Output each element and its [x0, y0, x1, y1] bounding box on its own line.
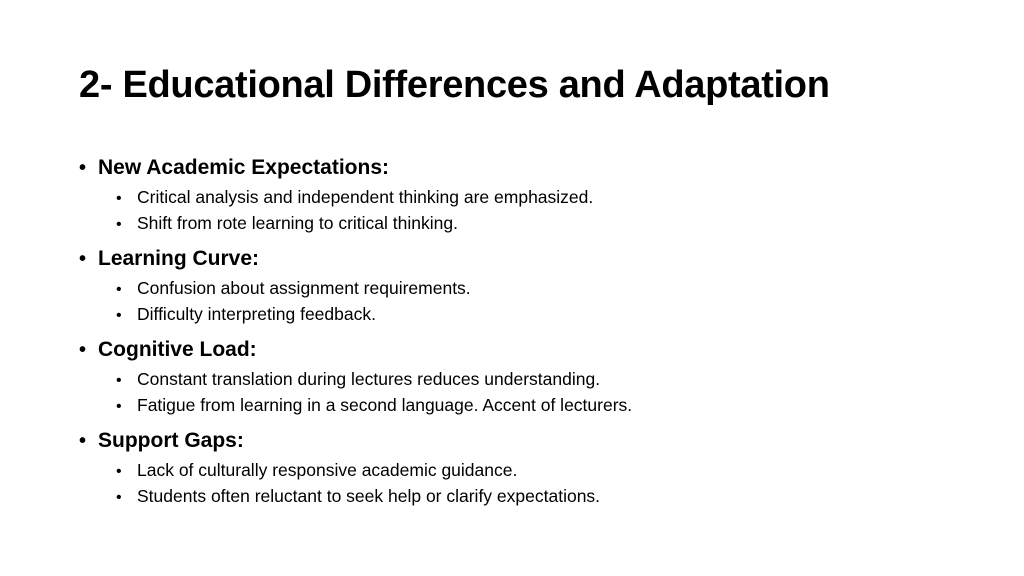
bullet-icon: • [79, 157, 87, 179]
section-heading-row [79, 333, 979, 366]
section-learning-curve [79, 242, 979, 327]
sub-bullet-list [79, 366, 979, 418]
bullet-icon: • [79, 430, 87, 452]
list-item-text: Students often reluctant to seek help or clarify expectations. [137, 486, 601, 506]
sub-bullet-list [79, 275, 979, 327]
sub-bullet-icon: • [116, 216, 122, 233]
list-item-text: Fatigue from learning in a second language. Accent of lecturers. [137, 395, 633, 415]
section-heading: New Academic Expectations: [98, 156, 389, 179]
section-support-gaps [79, 424, 979, 509]
bullet-icon: • [79, 248, 87, 270]
list-item [79, 392, 979, 418]
section-heading-row [79, 151, 979, 184]
list-item-text: Lack of culturally responsive academic guidance. [137, 460, 518, 480]
section-heading: Cognitive Load: [98, 338, 257, 361]
sub-bullet-icon: • [116, 307, 122, 324]
sub-bullet-icon: • [116, 281, 122, 298]
list-item-text: Critical analysis and independent thinking are emphasized. [137, 187, 594, 207]
section-heading: Support Gaps: [98, 429, 244, 452]
list-item [79, 210, 979, 236]
bullet-list [79, 151, 979, 515]
list-item [79, 483, 979, 509]
sub-bullet-list [79, 457, 979, 509]
list-item [79, 184, 979, 210]
list-item-text: Shift from rote learning to critical thinking. [137, 213, 458, 233]
sub-bullet-icon: • [116, 372, 122, 389]
slide-title: 2- Educational Differences and Adaptation [79, 64, 830, 106]
sub-bullet-icon: • [116, 463, 122, 480]
section-heading: Learning Curve: [98, 247, 260, 270]
sub-bullet-icon: • [116, 190, 122, 207]
section-new-academic-expectations [79, 151, 979, 236]
sub-bullet-icon: • [116, 489, 122, 506]
list-item [79, 457, 979, 483]
section-cognitive-load [79, 333, 979, 418]
list-item-text: Difficulty interpreting feedback. [137, 304, 376, 324]
list-item [79, 301, 979, 327]
list-item-text: Confusion about assignment requirements. [137, 278, 471, 298]
sub-bullet-list [79, 184, 979, 236]
section-heading-row [79, 242, 979, 275]
section-heading-row [79, 424, 979, 457]
list-item-text: Constant translation during lectures reduces understanding. [137, 369, 601, 389]
list-item [79, 366, 979, 392]
bullet-icon: • [79, 339, 87, 361]
sub-bullet-icon: • [116, 398, 122, 415]
list-item [79, 275, 979, 301]
